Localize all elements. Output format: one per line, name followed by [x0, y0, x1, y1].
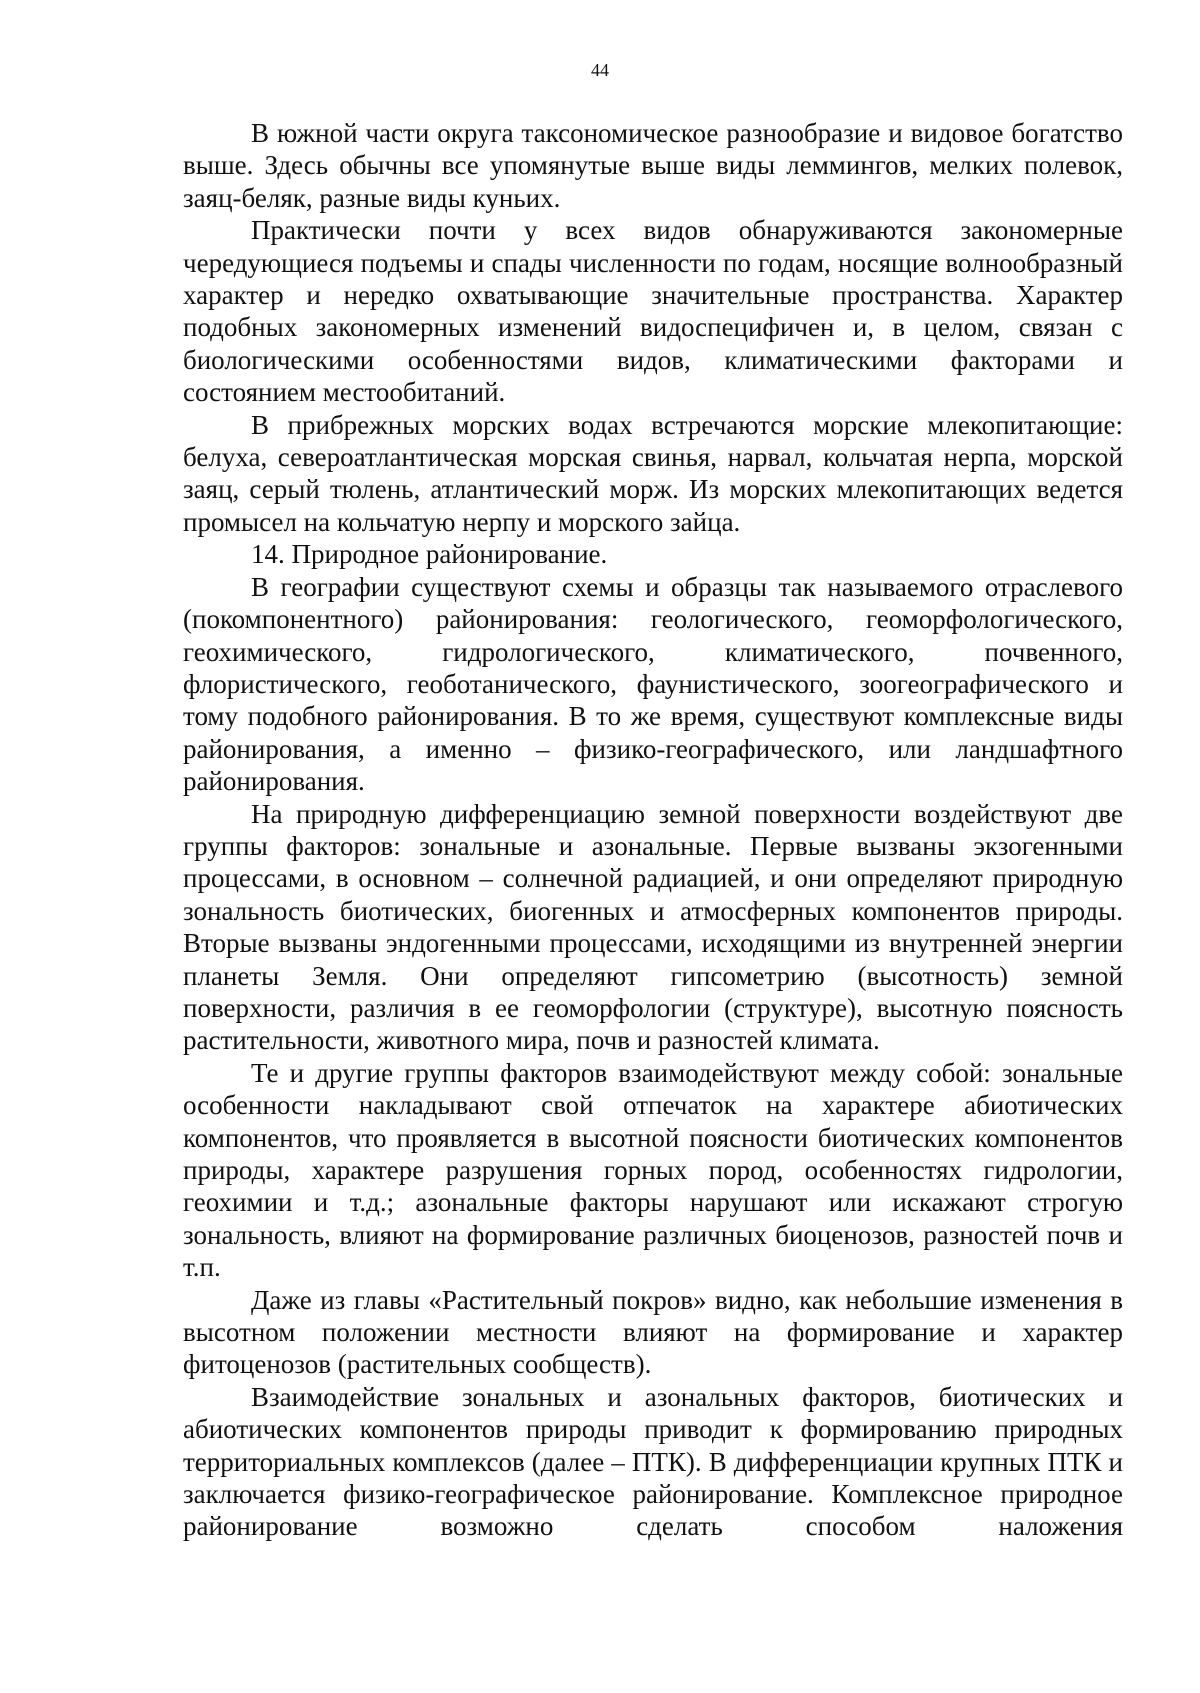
paragraph-factor-interaction: Те и другие группы факторов взаимодействуют между собой: зональные особенности накладывают свой отпечаток на характере абиотических компонентов, что проявляется в высотной поясности биотических компонентов природы, характере разрушения горных пород, особенностях гидрологии, геохимии и т.д.; азональные факторы нарушают или искажают строгую зональность, влияют на формирование различных биоценозов, разностей почв и т.п. — [183, 1057, 1123, 1283]
paragraph-vegetation-reference: Даже из главы «Растительный покров» видно, как небольшие изменения в высотном положении местности влияют на формирование и характер фитоценозов (растительных сообществ). — [183, 1284, 1123, 1380]
section-heading: 14. Природное районирование. — [251, 539, 608, 570]
paragraph-marine-mammals: В прибрежных морских водах встречаются морские млекопитающие: белуха, североатлантическая морская свинья, нарвал, кольчатая нерпа, морской заяц, серый тюлень, атлантический морж. Из морских млекопитающих ведется промысел на кольчатую нерпу и морского зайца. — [183, 409, 1123, 537]
page-number: 44 — [591, 60, 609, 80]
body-text — [183, 117, 1123, 1543]
paragraph-ptk-formation: Взаимодействие зональных и азональных факторов, биотических и абиотических компонентов природы приводит к формированию природных территориальных комплексов (далее – ПТК). В дифференциации крупных ПТК и заключается физико-географическое районирование. Комплексное природное районирование возможно сделать способом наложения — [183, 1381, 1123, 1542]
paragraph-southern-fauna: В южной части округа таксономическое разнообразие и видовое богатство выше. Здесь обычны все упомянутые выше виды леммингов, мелких полевок, заяц-беляк, разные виды куньих. — [183, 118, 1123, 213]
paragraph-zoning-types: В географии существуют схемы и образцы так называемого отраслевого (покомпонентного) районирования: геологического, геоморфологического, геохимического, гидрологического, климатического, почвенного, флористического, геоботанического, фаунистического, зоогеографического и тому подобного районирования. В то же время, существуют комплексные виды районирования, а именно – физико-географического, или ландшафтного районирования. — [183, 571, 1123, 797]
paragraph-zonal-azonal-factors: На природную дифференциацию земной поверхности воздействуют две группы факторов: зональные и азональные. Первые вызваны экзогенными процессами, в основном – солнечной радиацией, и они определяют природную зональность биотических, биогенных и атмосферных компонентов природы. Вторые вызваны эндогенными процессами, исходящими из внутренней энергии планеты Земля. Они определяют гипсометрию (высотность) земной поверхности, различия в ее геоморфологии (структуре), высотную поясность растительности, животного мира, почв и разностей климата. — [183, 798, 1123, 1056]
paragraph-population-cycles: Практически почти у всех видов обнаруживаются закономерные чередующиеся подъемы и спады численности по годам, носящие волнообразный характер и нередко охватывающие значительные пространства. Характер подобных закономерных изменений видоспецифичен и, в целом, связан с биологическими особенностями видов, климатическими факторами и состоянием местообитаний. — [183, 215, 1123, 408]
